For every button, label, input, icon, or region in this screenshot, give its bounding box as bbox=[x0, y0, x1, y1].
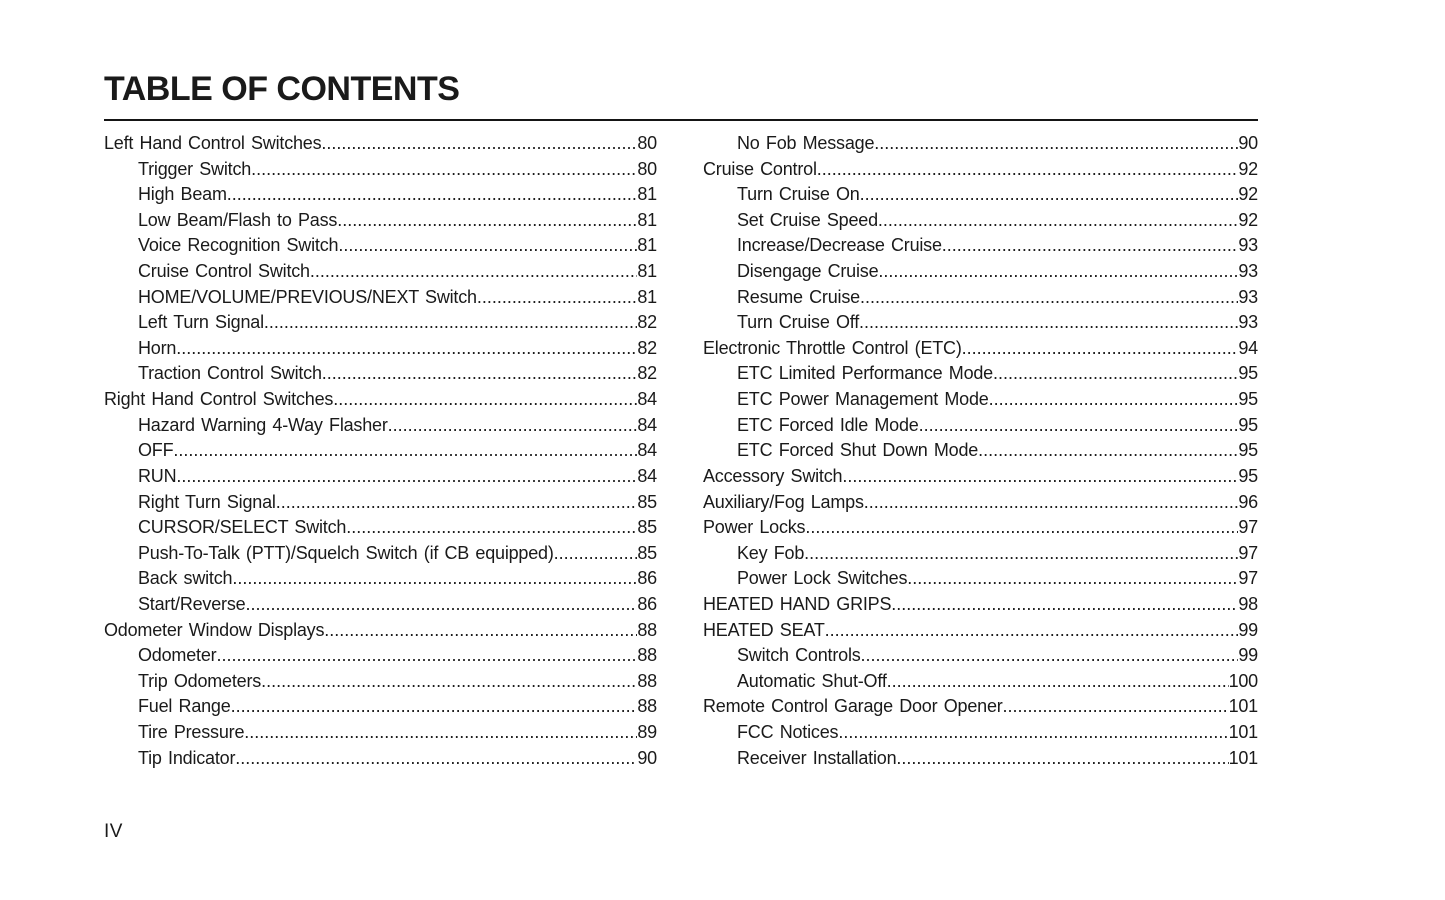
toc-dot-leader bbox=[825, 618, 1239, 644]
toc-entry bbox=[703, 592, 1258, 618]
toc-dot-leader bbox=[919, 413, 1239, 439]
toc-entry bbox=[703, 361, 1258, 387]
toc-column-right bbox=[703, 131, 1258, 771]
toc-dot-leader bbox=[232, 566, 637, 592]
toc-dot-leader bbox=[245, 592, 637, 618]
toc-entry-page: 85 bbox=[637, 491, 657, 512]
title-rule bbox=[104, 119, 1258, 121]
toc-dot-leader bbox=[1003, 694, 1229, 720]
toc-entry-label: Electronic Throttle Control (ETC) bbox=[703, 337, 962, 358]
toc-entry bbox=[703, 566, 1258, 592]
toc-entry bbox=[104, 336, 657, 362]
toc-entry-label: Push-To-Talk (PTT)/Squelch Switch (if CB equipped) bbox=[138, 542, 554, 563]
toc-entry-label: Horn bbox=[138, 337, 177, 358]
toc-entry-page: 98 bbox=[1238, 593, 1258, 614]
toc-dot-leader bbox=[989, 387, 1239, 413]
toc-entry-label: ETC Forced Idle Mode bbox=[737, 414, 919, 435]
toc-entry-label: Automatic Shut-Off bbox=[737, 670, 887, 691]
toc-entry-label: ETC Power Management Mode bbox=[737, 389, 989, 410]
toc-entry-page: 82 bbox=[637, 312, 657, 333]
toc-entry bbox=[104, 361, 657, 387]
toc-entry-page: 86 bbox=[637, 568, 657, 589]
toc-entry bbox=[104, 490, 657, 516]
toc-dot-leader bbox=[554, 541, 638, 567]
toc-dot-leader bbox=[322, 361, 638, 387]
toc-entry-label: ETC Limited Performance Mode bbox=[737, 363, 993, 384]
toc-entry-page: 97 bbox=[1238, 568, 1258, 589]
toc-column-left bbox=[104, 131, 657, 771]
toc-entry-page: 82 bbox=[637, 363, 657, 384]
toc-dot-leader bbox=[860, 182, 1239, 208]
toc-dot-leader bbox=[338, 233, 637, 259]
toc-entry-label: No Fob Message bbox=[737, 133, 875, 153]
toc-dot-leader bbox=[244, 720, 637, 746]
toc-entry-page: 80 bbox=[637, 133, 657, 153]
toc-entry-label: Increase/Decrease Cruise bbox=[737, 235, 942, 256]
toc-entry bbox=[104, 618, 657, 644]
toc-dot-leader bbox=[176, 336, 637, 362]
toc-entry bbox=[104, 413, 657, 439]
toc-entry-label: Cruise Control bbox=[703, 158, 817, 179]
toc-entry-page: 85 bbox=[637, 517, 657, 538]
toc-entry-page: 95 bbox=[1238, 414, 1258, 435]
toc-entry-page: 96 bbox=[1238, 491, 1258, 512]
toc-entry bbox=[104, 464, 657, 490]
toc-entry-label: Turn Cruise Off bbox=[737, 312, 860, 333]
toc-entry bbox=[104, 669, 657, 695]
toc-dot-leader bbox=[264, 310, 637, 336]
toc-entry-page: 95 bbox=[1238, 465, 1258, 486]
toc-entry-label: Auxiliary/Fog Lamps bbox=[703, 491, 864, 512]
toc-entry-page: 80 bbox=[637, 158, 657, 179]
toc-entry bbox=[703, 233, 1258, 259]
toc-dot-leader bbox=[874, 131, 1238, 157]
toc-dot-leader bbox=[261, 669, 637, 695]
toc-entry bbox=[703, 413, 1258, 439]
toc-entry-page: 90 bbox=[1238, 133, 1258, 153]
toc-entry-page: 92 bbox=[1238, 184, 1258, 205]
toc-entry-label: Traction Control Switch bbox=[138, 363, 322, 384]
toc-entry-label: Turn Cruise On bbox=[737, 184, 860, 205]
toc-entry-label: HEATED HAND GRIPS bbox=[703, 593, 892, 614]
toc-dot-leader bbox=[477, 285, 638, 311]
toc-entry bbox=[104, 438, 657, 464]
toc-entry-page: 88 bbox=[637, 619, 657, 640]
toc-dot-leader bbox=[842, 464, 1238, 490]
toc-entry bbox=[703, 336, 1258, 362]
toc-entry-page: 89 bbox=[637, 722, 657, 743]
toc-entry bbox=[703, 618, 1258, 644]
toc-dot-leader bbox=[337, 208, 637, 234]
toc-entry bbox=[703, 182, 1258, 208]
toc-entry-page: 81 bbox=[637, 286, 657, 307]
toc-entry-label: Right Hand Control Switches bbox=[104, 389, 334, 410]
toc-dot-leader bbox=[324, 618, 637, 644]
toc-dot-leader bbox=[887, 669, 1229, 695]
toc-entry-label: Disengage Cruise bbox=[737, 261, 879, 282]
toc-entry-page: 95 bbox=[1238, 389, 1258, 410]
toc-entry-page: 95 bbox=[1238, 363, 1258, 384]
toc-dot-leader bbox=[216, 643, 637, 669]
toc-entry-page: 97 bbox=[1238, 517, 1258, 538]
toc-dot-leader bbox=[978, 438, 1238, 464]
toc-entry-page: 93 bbox=[1238, 312, 1258, 333]
toc-entry bbox=[703, 720, 1258, 746]
toc-entry bbox=[104, 592, 657, 618]
toc-entry-page: 81 bbox=[637, 235, 657, 256]
toc-entry-label: Voice Recognition Switch bbox=[138, 235, 339, 256]
toc-dot-leader bbox=[896, 746, 1228, 772]
toc-dot-leader bbox=[864, 490, 1239, 516]
toc-entry-page: 84 bbox=[637, 465, 657, 486]
toc-entry bbox=[703, 490, 1258, 516]
toc-dot-leader bbox=[333, 387, 637, 413]
toc-entry-label: Left Turn Signal bbox=[138, 312, 264, 333]
toc-entry-page: 88 bbox=[637, 696, 657, 717]
toc-entry-page: 99 bbox=[1238, 619, 1258, 640]
toc-entry bbox=[703, 285, 1258, 311]
toc-entry-page: 90 bbox=[637, 747, 657, 768]
toc-entry bbox=[104, 285, 657, 311]
toc-entry-label: Right Turn Signal bbox=[138, 491, 276, 512]
toc-entry-label: Odometer Window Displays bbox=[104, 619, 325, 640]
toc-entry-page: 100 bbox=[1228, 670, 1258, 691]
toc-dot-leader bbox=[388, 413, 638, 439]
toc-entry bbox=[104, 131, 657, 157]
toc-dot-leader bbox=[860, 285, 1238, 311]
toc-entry-page: 86 bbox=[637, 593, 657, 614]
toc-entry-page: 101 bbox=[1228, 696, 1258, 717]
toc-entry bbox=[703, 387, 1258, 413]
toc-entry bbox=[703, 259, 1258, 285]
toc-entry bbox=[104, 208, 657, 234]
toc-entry-page: 99 bbox=[1238, 645, 1258, 666]
toc-entry-label: OFF bbox=[138, 440, 174, 461]
footer-page-number: IV bbox=[104, 821, 123, 843]
toc-dot-leader bbox=[805, 515, 1238, 541]
toc-dot-leader bbox=[176, 464, 637, 490]
toc-entry-page: 93 bbox=[1238, 235, 1258, 256]
toc-dot-leader bbox=[878, 208, 1238, 234]
toc-entry-label: HOME/VOLUME/PREVIOUS/NEXT Switch bbox=[138, 286, 477, 307]
page-title: TABLE OF CONTENTS bbox=[104, 70, 460, 108]
toc-dot-leader bbox=[251, 157, 637, 183]
toc-entry bbox=[703, 157, 1258, 183]
toc-columns bbox=[104, 131, 1258, 771]
toc-entry-label: Tire Pressure bbox=[138, 722, 245, 743]
toc-entry-page: 101 bbox=[1228, 722, 1258, 743]
toc-entry-label: High Beam bbox=[138, 184, 227, 205]
toc-entry-label: Low Beam/Flash to Pass bbox=[138, 209, 338, 230]
toc-entry-label: Cruise Control Switch bbox=[138, 261, 310, 282]
toc-entry-page: 95 bbox=[1238, 440, 1258, 461]
toc-entry-label: Accessory Switch bbox=[703, 465, 843, 486]
toc-dot-leader bbox=[878, 259, 1238, 285]
toc-entry bbox=[104, 259, 657, 285]
toc-dot-leader bbox=[962, 336, 1239, 362]
toc-entry-page: 92 bbox=[1238, 209, 1258, 230]
toc-dot-leader bbox=[804, 541, 1238, 567]
toc-entry-page: 101 bbox=[1228, 747, 1258, 768]
toc-entry-label: Set Cruise Speed bbox=[737, 209, 878, 230]
toc-entry bbox=[703, 131, 1258, 157]
toc-entry bbox=[703, 208, 1258, 234]
toc-entry bbox=[703, 541, 1258, 567]
toc-entry-label: Trip Odometers bbox=[138, 670, 262, 691]
toc-entry-page: 92 bbox=[1238, 158, 1258, 179]
toc-entry-page: 81 bbox=[637, 261, 657, 282]
toc-entry bbox=[104, 541, 657, 567]
toc-entry-label: Tip Indicator bbox=[138, 747, 236, 768]
toc-entry bbox=[703, 464, 1258, 490]
toc-entry-label: CURSOR/SELECT Switch bbox=[138, 517, 347, 538]
toc-dot-leader bbox=[231, 694, 638, 720]
toc-entry bbox=[104, 233, 657, 259]
toc-entry bbox=[703, 438, 1258, 464]
toc-entry-label: Resume Cruise bbox=[737, 286, 860, 307]
toc-entry-page: 81 bbox=[637, 184, 657, 205]
toc-entry-label: Hazard Warning 4-Way Flasher bbox=[138, 414, 388, 435]
toc-dot-leader bbox=[346, 515, 637, 541]
toc-entry-label: Back switch bbox=[138, 568, 233, 589]
toc-entry-page: 88 bbox=[637, 645, 657, 666]
toc-entry-label: Switch Controls bbox=[737, 645, 861, 666]
toc-entry-label: Remote Control Garage Door Opener bbox=[703, 696, 1003, 717]
toc-dot-leader bbox=[993, 361, 1238, 387]
toc-entry-page: 85 bbox=[637, 542, 657, 563]
toc-entry-page: 84 bbox=[637, 389, 657, 410]
toc-dot-leader bbox=[310, 259, 638, 285]
toc-dot-leader bbox=[859, 310, 1238, 336]
toc-entry bbox=[703, 669, 1258, 695]
toc-entry-label: Left Hand Control Switches bbox=[104, 133, 322, 153]
toc-entry bbox=[104, 720, 657, 746]
toc-entry-label: ETC Forced Shut Down Mode bbox=[737, 440, 979, 461]
toc-entry bbox=[703, 515, 1258, 541]
toc-entry-page: 84 bbox=[637, 414, 657, 435]
toc-entry bbox=[104, 182, 657, 208]
toc-dot-leader bbox=[276, 490, 638, 516]
toc-entry-label: Key Fob bbox=[737, 542, 805, 563]
toc-entry bbox=[703, 643, 1258, 669]
toc-entry bbox=[703, 694, 1258, 720]
toc-entry-label: Receiver Installation bbox=[737, 747, 897, 768]
toc-entry-page: 93 bbox=[1238, 261, 1258, 282]
toc-dot-leader bbox=[227, 182, 638, 208]
toc-dot-leader bbox=[891, 592, 1238, 618]
toc-entry-label: Trigger Switch bbox=[138, 158, 252, 179]
toc-entry-label: RUN bbox=[138, 465, 177, 486]
toc-entry bbox=[703, 310, 1258, 336]
toc-dot-leader bbox=[838, 720, 1228, 746]
toc-dot-leader bbox=[173, 438, 637, 464]
toc-dot-leader bbox=[817, 157, 1239, 183]
toc-entry bbox=[703, 746, 1258, 772]
toc-entry-page: 81 bbox=[637, 209, 657, 230]
toc-dot-leader bbox=[861, 643, 1239, 669]
toc-entry-label: Fuel Range bbox=[138, 696, 231, 717]
toc-entry-label: Power Locks bbox=[703, 517, 806, 538]
toc-entry-label: Power Lock Switches bbox=[737, 568, 908, 589]
toc-entry-page: 88 bbox=[637, 670, 657, 691]
toc-entry bbox=[104, 387, 657, 413]
toc-dot-leader bbox=[942, 233, 1239, 259]
toc-entry-page: 97 bbox=[1238, 542, 1258, 563]
toc-entry-label: Start/Reverse bbox=[138, 593, 246, 614]
toc-entry-label: Odometer bbox=[138, 645, 217, 666]
toc-entry bbox=[104, 746, 657, 772]
toc-entry-page: 93 bbox=[1238, 286, 1258, 307]
toc-entry-page: 82 bbox=[637, 337, 657, 358]
toc-entry-label: HEATED SEAT bbox=[703, 619, 825, 640]
toc-entry-page: 84 bbox=[637, 440, 657, 461]
toc-dot-leader bbox=[907, 566, 1238, 592]
toc-dot-leader bbox=[235, 746, 637, 772]
toc-entry bbox=[104, 694, 657, 720]
toc-entry bbox=[104, 566, 657, 592]
toc-entry bbox=[104, 310, 657, 336]
toc-entry bbox=[104, 157, 657, 183]
toc-dot-leader bbox=[321, 131, 637, 157]
toc-entry-page: 94 bbox=[1238, 337, 1258, 358]
toc-entry bbox=[104, 643, 657, 669]
toc-entry-label: FCC Notices bbox=[737, 722, 839, 743]
toc-entry bbox=[104, 515, 657, 541]
